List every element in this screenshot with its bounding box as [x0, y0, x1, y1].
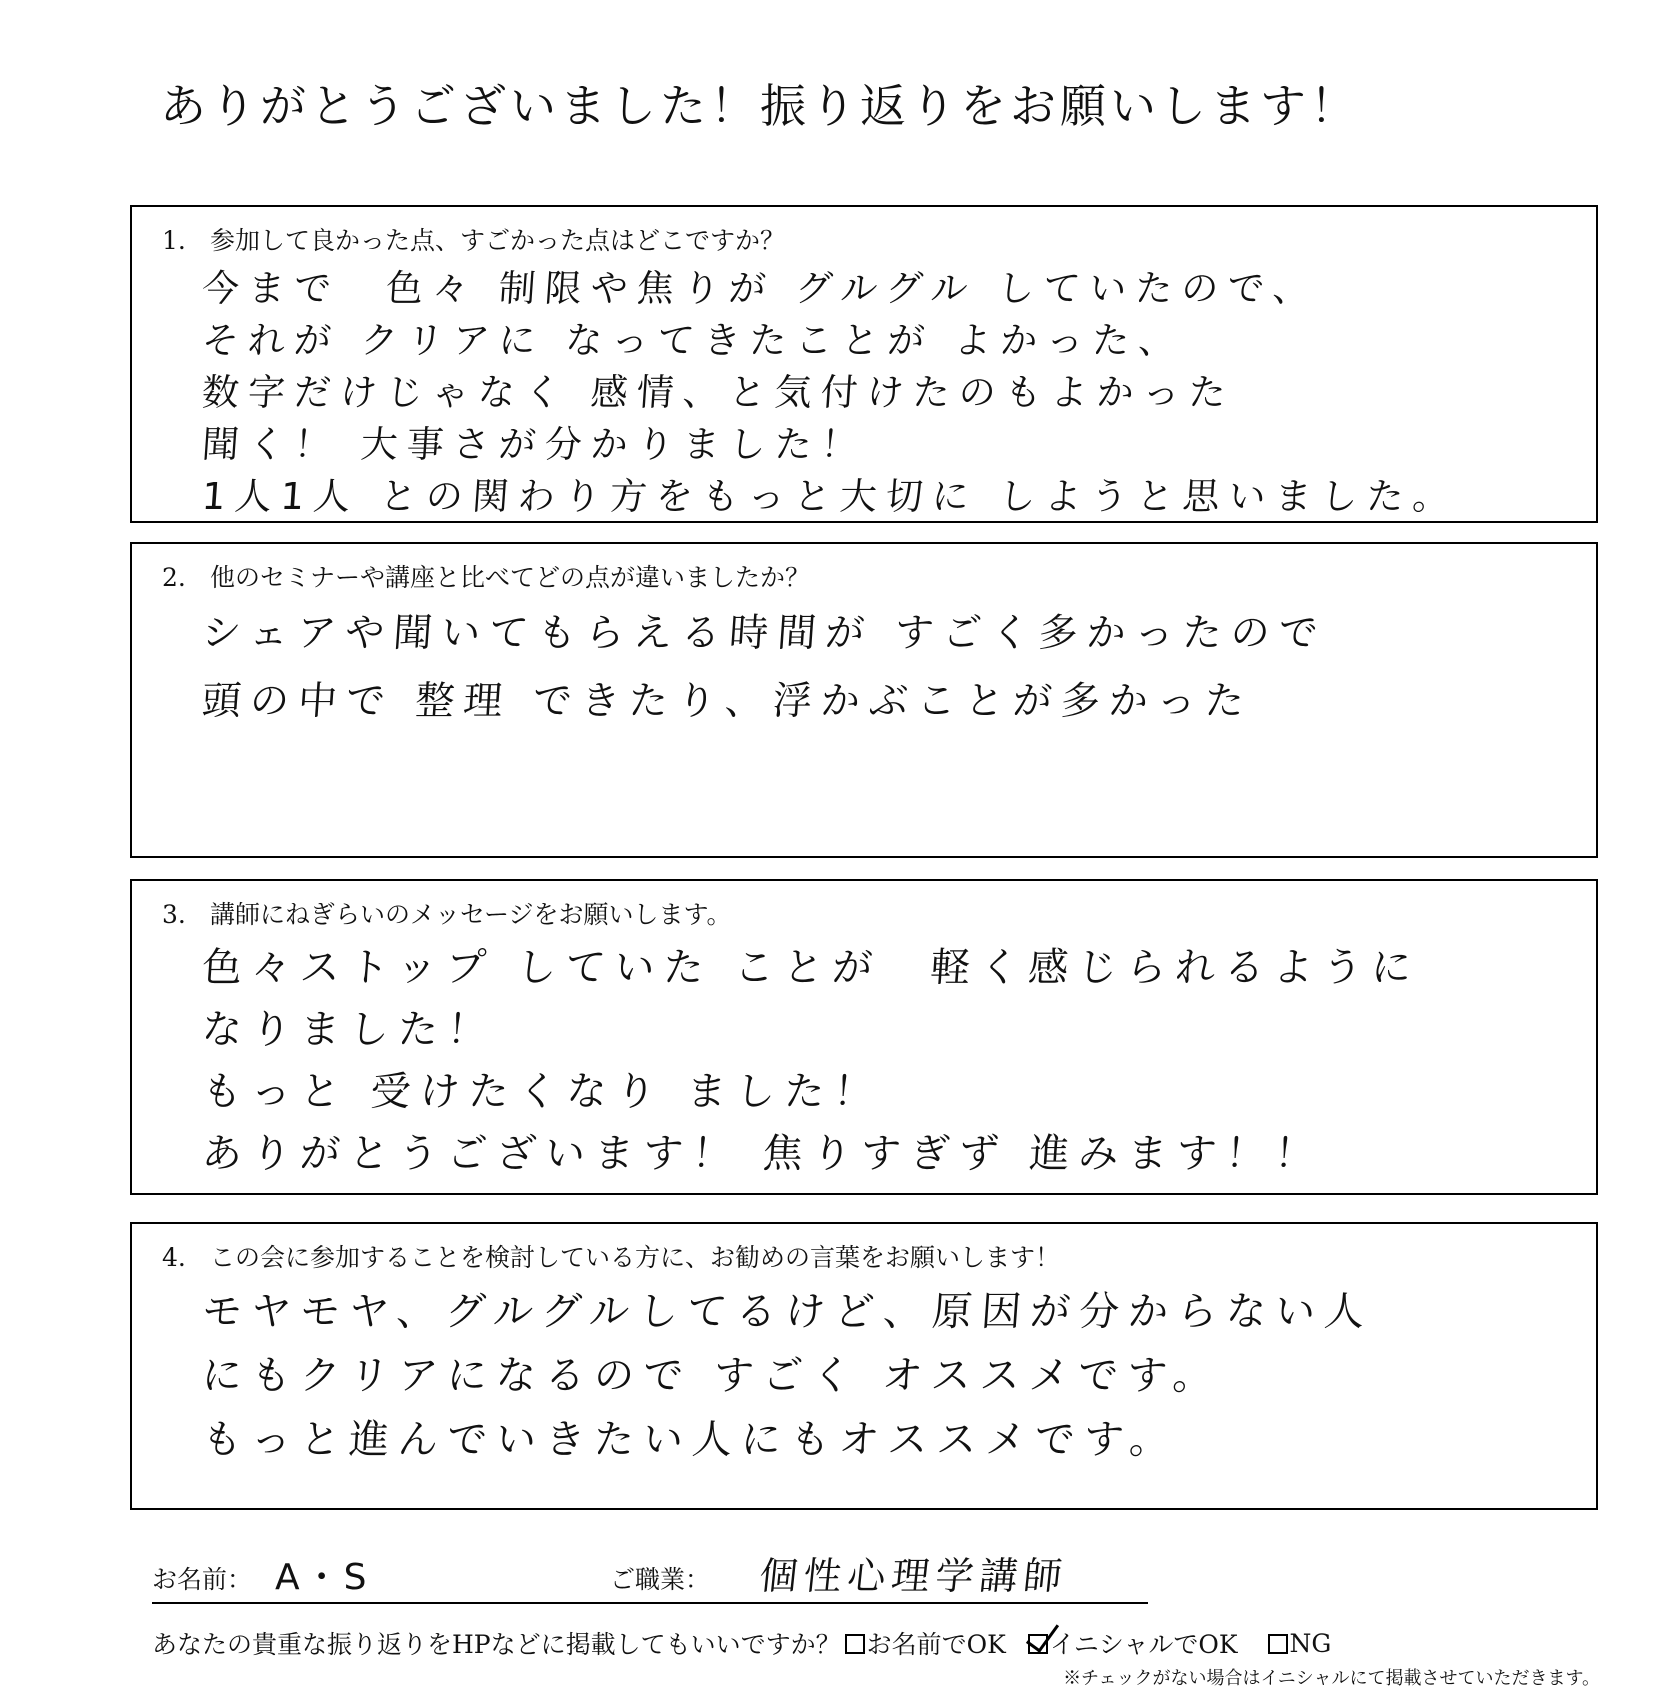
- question-2-answer: [202, 600, 1576, 736]
- question-3-box: [130, 879, 1598, 1195]
- answer-line: 色々ストップ していた ことが 軽く感じられるように: [200, 945, 1422, 991]
- question-1-text: 参加して良かった点、すごかった点はどこですか？: [210, 226, 786, 255]
- question-1-box: [130, 205, 1598, 523]
- question-1-number: 1.: [162, 226, 186, 255]
- answer-line: 今まで 色々 制限や焦りが グルグル していたので、: [200, 267, 1321, 310]
- consent-row: [152, 1625, 1331, 1661]
- option-ng-label: NG: [1289, 1628, 1332, 1658]
- answer-line: 頭の中で 整理 できたり、浮かぶことが多かった: [200, 679, 1255, 724]
- question-3-label: [162, 895, 732, 931]
- question-2-box: [130, 542, 1598, 858]
- answer-line: ありがとうございます！ 焦りすぎず 進みます！！: [200, 1131, 1326, 1177]
- answer-line: 1人1人 との関わり方をもっと大切に しようと思いました。: [200, 475, 1461, 518]
- question-3-text: 講師にねぎらいのメッセージをお願いします。: [210, 900, 732, 929]
- option-name-ok[interactable]: [845, 1625, 1006, 1661]
- name-value: A・S: [275, 1557, 371, 1598]
- name-job-row: [152, 1552, 1148, 1604]
- job-label: ご職業：: [610, 1565, 711, 1594]
- question-2-number: 2.: [162, 563, 186, 592]
- question-2-text: 他のセミナーや講座と比べてどの点が違いましたか？: [210, 563, 811, 592]
- question-3-answer: [202, 937, 1576, 1185]
- option-name-ok-label: お名前でOK: [866, 1630, 1006, 1659]
- answer-line: にもクリアになるので すごく オススメです。: [200, 1353, 1224, 1399]
- consent-question: あなたの貴重な振り返りをHPなどに掲載してもいいですか？: [152, 1630, 841, 1659]
- answer-line: 数字だけじゃなく 感情、と気付けたのもよかった: [200, 371, 1237, 414]
- checkbox-ng[interactable]: [1268, 1634, 1288, 1654]
- question-4-text: この会に参加することを検討している方に、お勧めの言葉をお願いします！: [210, 1243, 1061, 1272]
- question-2-label: [162, 558, 810, 594]
- option-initial-ok-label: イニシャルでOK: [1049, 1630, 1238, 1659]
- option-initial-ok[interactable]: [1028, 1625, 1238, 1661]
- footnote: ※チェックがない場合はイニシャルにて掲載させていただきます。: [1063, 1668, 1600, 1689]
- question-4-label: [162, 1238, 1060, 1274]
- answer-line: シェアや聞いてもらえる時間が すごく多かったので: [200, 611, 1329, 656]
- question-1-answer: [202, 263, 1576, 523]
- answer-line: もっと進んでいきたい人にもオススメです。: [200, 1417, 1181, 1463]
- answer-line: それが クリアに なってきたことが よかった、: [200, 319, 1186, 362]
- answer-line: もっと 受けたくなり ました！: [200, 1069, 885, 1115]
- question-4-answer: [202, 1280, 1576, 1472]
- job-value: 個性心理学講師: [757, 1554, 1070, 1598]
- option-ng[interactable]: [1268, 1629, 1332, 1658]
- checkbox-initial-ok[interactable]: [1028, 1634, 1048, 1654]
- question-4-box: [130, 1222, 1598, 1510]
- answer-line: 聞く！ 大事さが分かりました！: [200, 423, 869, 466]
- name-label: お名前：: [152, 1565, 253, 1594]
- answer-line: モヤモヤ、グルグルしてるけど、原因が分からない人: [200, 1289, 1375, 1335]
- page-title: ありがとうございました！振り返りをお願いします！: [160, 79, 1360, 133]
- answer-line: なりました！: [200, 1007, 498, 1053]
- question-1-label: [162, 221, 785, 257]
- question-4-number: 4.: [162, 1243, 186, 1272]
- question-3-number: 3.: [162, 900, 186, 929]
- checkbox-name-ok[interactable]: [845, 1634, 865, 1654]
